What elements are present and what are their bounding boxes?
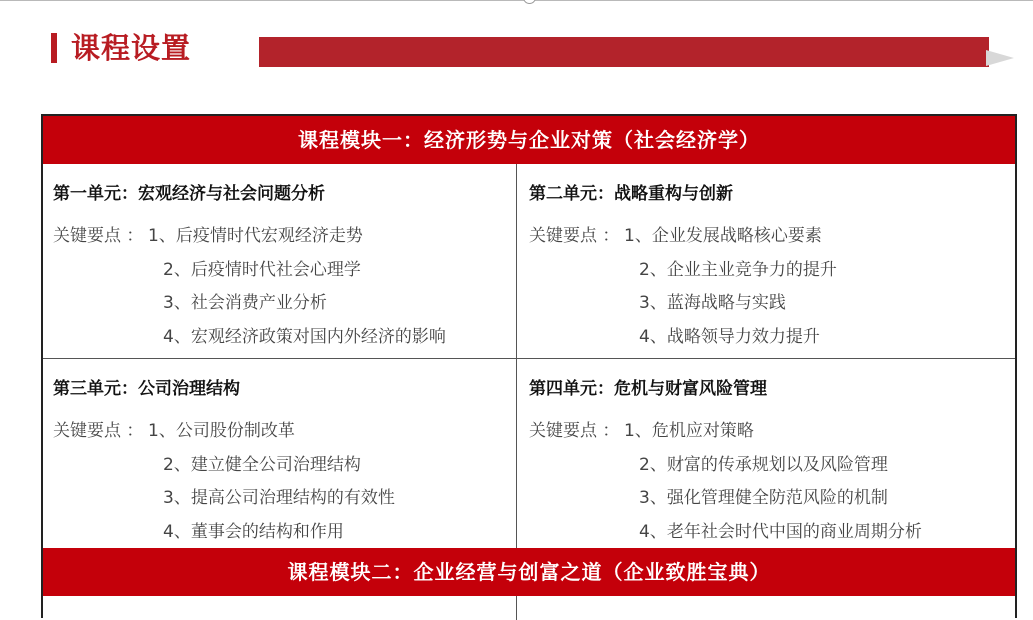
point-text: 4、董事会的结构和作用 xyxy=(163,521,344,542)
list-item xyxy=(53,486,517,520)
key-points-label: 关键要点 ： xyxy=(529,421,620,441)
point-text: 4、老年社会时代中国的商业周期分析 xyxy=(639,521,922,542)
unit-title: 第三单元：公司治理结构 xyxy=(53,379,240,399)
list-item xyxy=(53,258,517,292)
header-banner xyxy=(259,37,989,67)
course-table xyxy=(41,114,1017,618)
key-points xyxy=(529,419,993,553)
list-item xyxy=(529,419,993,453)
point-text: 3、提高公司治理结构的有效性 xyxy=(163,488,395,508)
point-text: 3、社会消费产业分析 xyxy=(163,293,327,313)
point-text: 4、战略领导力效力提升 xyxy=(639,326,820,347)
unit-cell-4 xyxy=(529,377,993,553)
point-text: 2、建立健全公司治理结构 xyxy=(163,454,361,475)
point-text: 2、财富的传承规划以及风险管理 xyxy=(639,454,888,475)
key-points xyxy=(53,224,517,358)
row-divider xyxy=(43,358,1015,359)
point-text: 4、宏观经济政策对国内外经济的影响 xyxy=(163,326,446,347)
unit-cell-3 xyxy=(53,377,517,553)
list-item xyxy=(53,224,517,258)
list-item xyxy=(529,486,993,520)
key-points xyxy=(529,224,993,358)
key-points-label: 关键要点 ： xyxy=(53,421,144,441)
module-2-title: 课程模块二：企业经营与创富之道（企业致胜宝典） xyxy=(43,548,1015,596)
point-text: 1、后疫情时代宏观经济走势 xyxy=(148,226,363,246)
key-points xyxy=(53,419,517,553)
point-text: 2、企业主业竞争力的提升 xyxy=(639,259,837,280)
list-item xyxy=(53,453,517,487)
point-text: 3、蓝海战略与实践 xyxy=(639,293,786,313)
list-item xyxy=(53,325,517,359)
point-text: 1、公司股份制改革 xyxy=(148,421,295,441)
top-divider xyxy=(0,0,1033,1)
key-points-label: 关键要点 ： xyxy=(529,226,620,246)
circle-handle-icon xyxy=(523,0,536,4)
banner-tail xyxy=(986,50,1014,66)
unit-title: 第一单元：宏观经济与社会问题分析 xyxy=(53,184,325,204)
unit-cell-1 xyxy=(53,182,517,358)
key-points-label: 关键要点 ： xyxy=(53,226,144,246)
title-accent-bar xyxy=(51,33,57,63)
page-title: 课程设置 xyxy=(71,31,192,65)
list-item xyxy=(529,224,993,258)
point-text: 1、危机应对策略 xyxy=(624,421,754,441)
list-item xyxy=(53,291,517,325)
list-item xyxy=(529,325,993,359)
unit-title: 第二单元：战略重构与创新 xyxy=(529,184,733,204)
point-text: 1、企业发展战略核心要素 xyxy=(624,226,822,246)
list-item xyxy=(53,419,517,453)
list-item xyxy=(529,258,993,292)
point-text: 3、强化管理健全防范风险的机制 xyxy=(639,488,888,508)
list-item xyxy=(529,453,993,487)
module-1-title: 课程模块一：经济形势与企业对策（社会经济学） xyxy=(43,116,1015,164)
list-item xyxy=(529,291,993,325)
point-text: 2、后疫情时代社会心理学 xyxy=(163,259,361,280)
unit-cell-2 xyxy=(529,182,993,358)
unit-title: 第四单元：危机与财富风险管理 xyxy=(529,379,767,399)
